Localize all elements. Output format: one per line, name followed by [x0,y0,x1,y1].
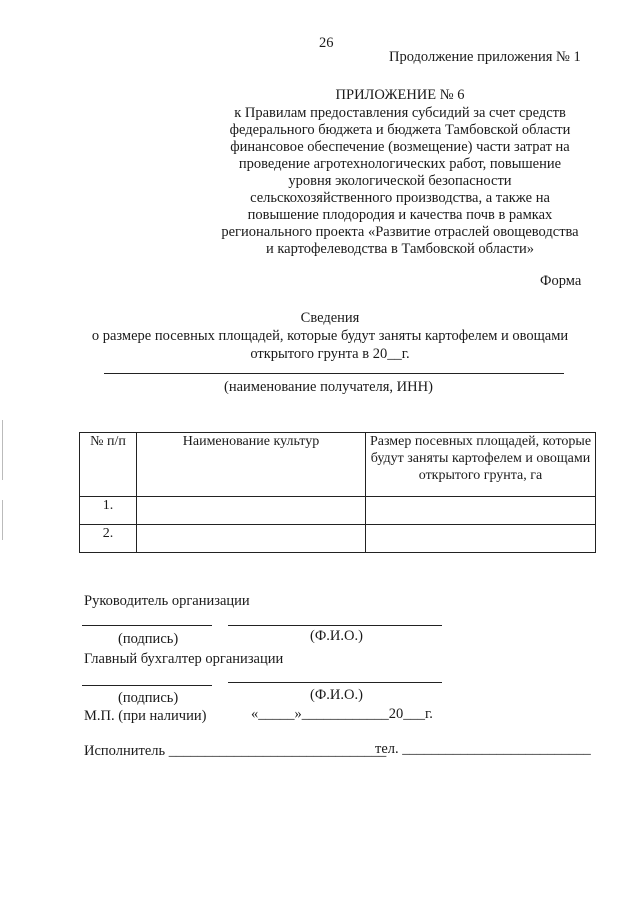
column-header-area [366,433,596,497]
appendix-line: и картофелеводства в Тамбовской области» [265,241,535,257]
column-header-number: № п/п [80,433,137,497]
signature-caption: (подпись) [118,631,179,647]
scan-margin-mark [2,500,3,540]
column-header-crop: Наименование культур [137,433,366,497]
area-cell[interactable] [366,497,596,525]
appendix-line: регионального проекта «Развитие отраслей овощеводства [221,224,579,240]
page-number: 26 [319,35,334,51]
appendix-line: федерального бюджета и бюджета Тамбовской области [229,122,571,138]
head-label: Руководитель организации [84,593,250,609]
stamp-label: М.П. (при наличии) [84,708,207,724]
head-signature-line[interactable] [82,625,212,626]
appendix-line: финансовое обеспечение (возмещение) части затрат на [230,139,570,155]
appendix-title: ПРИЛОЖЕНИЕ № 6 [335,87,465,103]
table-row [80,525,596,553]
document-heading: Сведения [300,310,360,326]
accountant-fio-line[interactable] [228,682,442,683]
row-number: 2. [80,525,137,553]
signature-caption: (подпись) [118,690,179,706]
continuation-note: Продолжение приложения № 1 [389,49,581,65]
recipient-caption: (наименование получателя, ИНН) [224,379,433,395]
form-label: Форма [540,273,582,289]
recipient-line[interactable] [104,373,564,374]
crops-table [79,432,596,553]
table-row [80,497,596,525]
accountant-label: Главный бухгалтер организации [84,651,284,667]
table-header-row [80,433,596,497]
column-header-area-text: Размер посевных площадей, которые будут заняты картофелем и овощами открытого грунта, га [369,434,592,483]
phone-field[interactable]: тел. __________________________ [375,741,591,757]
appendix-line: уровня экологической безопасности [288,173,512,189]
appendix-line: проведение агротехнологических работ, повышение [238,156,562,172]
fio-caption: (Ф.И.О.) [310,628,363,644]
date-field[interactable]: «_____»____________20___г. [251,706,433,722]
appendix-line: повышение плодородия и качества почв в рамках [247,207,553,223]
heading-line: о размере посевных площадей, которые будут заняты картофелем и овощами [91,328,569,344]
accountant-signature-line[interactable] [82,685,212,686]
scan-margin-mark [2,420,3,480]
heading-line: открытого грунта в 20__г. [250,346,410,362]
area-cell[interactable] [366,525,596,553]
crop-name-cell[interactable] [137,525,366,553]
row-number: 1. [80,497,137,525]
appendix-line: к Правилам предоставления субсидий за счет средств [234,105,566,121]
crop-name-cell[interactable] [137,497,366,525]
fio-caption: (Ф.И.О.) [310,687,363,703]
head-fio-line[interactable] [228,625,442,626]
appendix-line: сельскохозяйственного производства, а также на [250,190,550,206]
executor-field[interactable]: Исполнитель ______________________________ [84,743,387,759]
